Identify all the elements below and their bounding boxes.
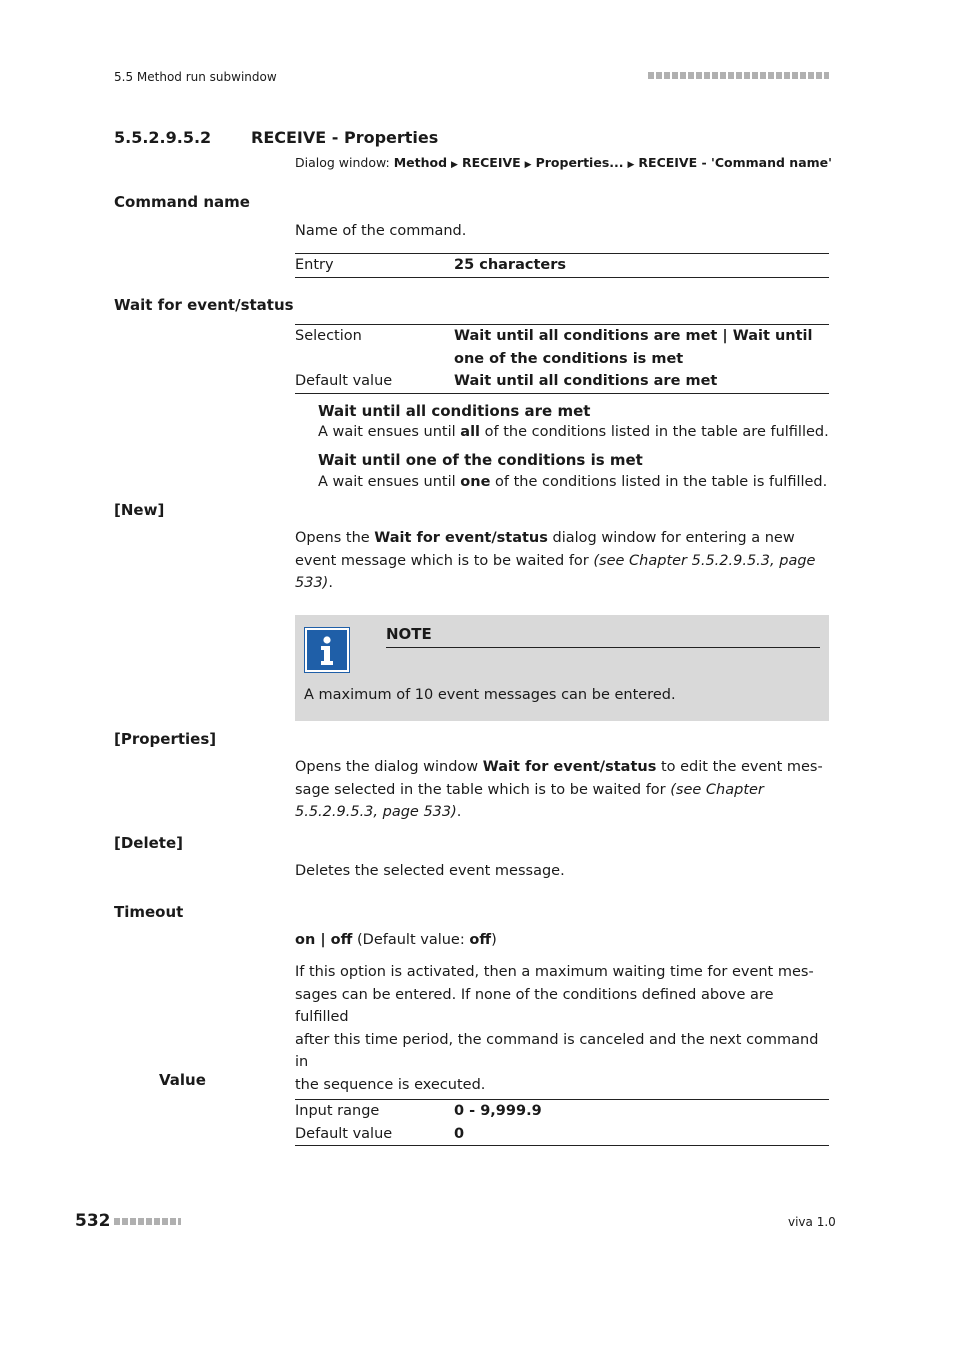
selection-value: Wait until all conditions are met | Wait until one of the conditions is met [454, 328, 813, 367]
section-number: 5.5.2.9.5.2 [114, 128, 212, 147]
table-row [295, 254, 829, 277]
table-row [295, 1123, 829, 1146]
path-properties: Properties... [535, 155, 624, 170]
default-label: Default value [295, 1125, 393, 1142]
table-row [295, 370, 829, 393]
info-icon [304, 627, 350, 673]
new-desc: Opens the Wait for event/status dialog window for entering a new event message which is to be waited for (see Chapter 5.5.2.9.5.3, page 533). [295, 530, 816, 591]
heading-new: [New] [114, 501, 165, 519]
table-row [295, 325, 829, 370]
note-box [295, 615, 829, 721]
triangle-right-icon: ▶ [524, 160, 532, 170]
dialog-path [295, 155, 832, 170]
option-one-title: Wait until one of the conditions is met [318, 451, 643, 469]
timeout-onoff: on | off (Default value: off) [295, 932, 497, 948]
path-receive: RECEIVE [461, 155, 521, 170]
note-divider [386, 647, 820, 648]
heading-value: Value [159, 1071, 206, 1089]
section-title: RECEIVE - Properties [251, 128, 439, 147]
delete-desc: Deletes the selected event message. [295, 863, 565, 879]
command-name-desc: Name of the command. [295, 223, 467, 239]
heading-command-name: Command name [114, 193, 250, 211]
default-value: 0 [454, 1125, 465, 1142]
footer-dot-bar [114, 1218, 181, 1225]
table-row [295, 1100, 829, 1123]
header-dot-bar [648, 72, 829, 79]
note-title: NOTE [386, 625, 432, 643]
input-range-value: 0 - 9,999.9 [454, 1103, 542, 1119]
entry-label: Entry [295, 257, 334, 273]
option-all-title: Wait until all conditions are met [318, 402, 591, 420]
input-range-label: Input range [295, 1103, 380, 1119]
option-all-text: A wait ensues until all of the conditions listed in the table are fulfilled. [318, 424, 829, 440]
path-method: Method [393, 155, 448, 170]
entry-value: 25 characters [454, 257, 567, 273]
wait-table [295, 324, 829, 394]
dialog-path-prefix: Dialog window: [295, 155, 394, 170]
command-name-table [295, 253, 829, 278]
properties-desc: Opens the dialog window Wait for event/status to edit the event mes- sage selected in the table which is to be waited for (see Chapter 5.5.2.9.5.3, page 533). [295, 759, 823, 820]
triangle-right-icon: ▶ [627, 160, 635, 170]
default-label: Default value [295, 373, 393, 389]
default-value: Wait until all conditions are met [454, 373, 718, 389]
timeout-desc: If this option is activated, then a maximum waiting time for event mes- sages can be entered. If none of the conditions defined above are fulfilled after this time period, the command is canceled and the next command in the sequence is executed. [295, 964, 819, 1093]
heading-properties: [Properties] [114, 730, 217, 748]
note-text: A maximum of 10 event messages can be entered. [304, 687, 676, 703]
running-header: 5.5 Method run subwindow [114, 70, 277, 84]
selection-label: Selection [295, 328, 362, 344]
heading-delete: [Delete] [114, 834, 183, 852]
page-number: 532 [75, 1211, 111, 1231]
product-version: viva 1.0 [788, 1215, 836, 1229]
triangle-right-icon: ▶ [451, 160, 458, 170]
path-command-name: RECEIVE - 'Command name' [638, 155, 832, 170]
heading-timeout: Timeout [114, 903, 184, 921]
option-one-text: A wait ensues until one of the conditions listed in the table is fulfilled. [318, 474, 828, 490]
heading-wait-for-event: Wait for event/status [114, 296, 294, 314]
value-table [295, 1099, 829, 1146]
